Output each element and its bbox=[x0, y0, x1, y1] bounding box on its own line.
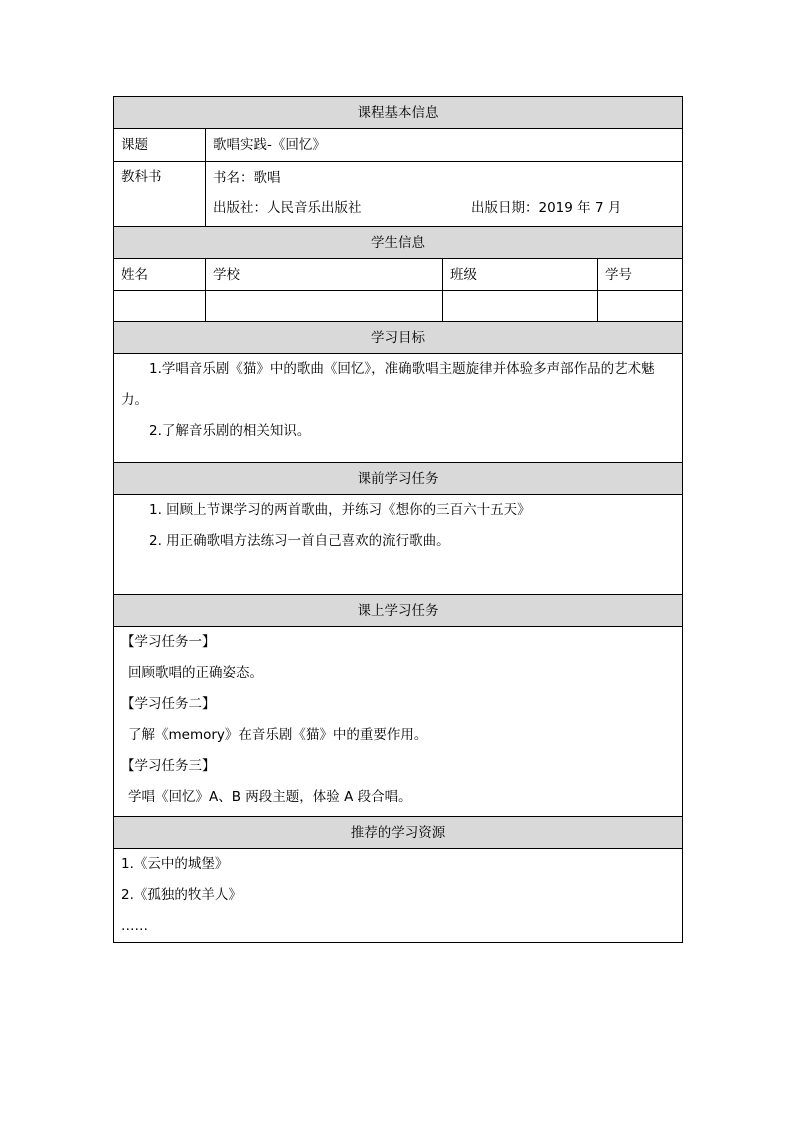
student-col-school: 学校 bbox=[206, 259, 443, 291]
section-header-basic: 课程基本信息 bbox=[114, 97, 683, 129]
section-header-resources: 推荐的学习资源 bbox=[114, 817, 683, 849]
goal-item: 2.了解音乐剧的相关知识。 bbox=[149, 423, 311, 439]
resource-item: …… bbox=[121, 918, 148, 934]
section-header-goals: 学习目标 bbox=[114, 322, 683, 354]
task-title: 【学习任务三】 bbox=[121, 758, 216, 774]
topic-label: 课题 bbox=[114, 129, 206, 162]
section-header-in-class-tasks: 课上学习任务 bbox=[114, 595, 683, 627]
topic-value: 歌唱实践-《回忆》 bbox=[206, 129, 683, 162]
in-class-tasks-cell bbox=[114, 627, 683, 817]
student-class-field[interactable] bbox=[443, 291, 598, 322]
student-id-field[interactable] bbox=[598, 291, 683, 322]
task-title: 【学习任务一】 bbox=[121, 634, 216, 650]
task-desc: 了解《memory》在音乐剧《猫》中的重要作用。 bbox=[128, 727, 428, 743]
goal-item: 1.学唱音乐剧《猫》中的歌曲《回忆》，准确歌唱主题旋律并体验多声部作品的艺术魅力。 bbox=[121, 361, 655, 408]
task-desc: 回顾歌唱的正确姿态。 bbox=[128, 665, 263, 681]
book-name: 书名：歌唱 bbox=[213, 170, 281, 186]
student-school-field[interactable] bbox=[206, 291, 443, 322]
resources-cell bbox=[114, 849, 683, 943]
task-title: 【学习任务二】 bbox=[121, 696, 216, 712]
pre-task-item: 1. 回顾上节课学习的两首歌曲，并练习《想你的三百六十五天》 bbox=[149, 502, 531, 518]
publish-date: 出版日期：2019 年 7 月 bbox=[471, 200, 622, 216]
section-header-student: 学生信息 bbox=[114, 227, 683, 259]
student-name-field[interactable] bbox=[114, 291, 206, 322]
student-col-name: 姓名 bbox=[114, 259, 206, 291]
section-header-pre-tasks: 课前学习任务 bbox=[114, 463, 683, 495]
resource-item: 1.《云中的城堡》 bbox=[121, 856, 229, 872]
pre-tasks-cell bbox=[114, 495, 683, 595]
course-info-table bbox=[113, 96, 683, 943]
goals-cell bbox=[114, 354, 683, 463]
student-col-id: 学号 bbox=[598, 259, 683, 291]
resource-item: 2.《孤独的牧羊人》 bbox=[121, 887, 242, 903]
textbook-info bbox=[206, 162, 683, 227]
publisher: 出版社：人民音乐出版社 bbox=[213, 200, 362, 216]
task-desc: 学唱《回忆》A、B 两段主题，体验 A 段合唱。 bbox=[128, 789, 412, 805]
student-col-class: 班级 bbox=[443, 259, 598, 291]
textbook-label: 教科书 bbox=[114, 162, 206, 227]
pre-task-item: 2. 用正确歌唱方法练习一首自己喜欢的流行歌曲。 bbox=[149, 533, 450, 549]
